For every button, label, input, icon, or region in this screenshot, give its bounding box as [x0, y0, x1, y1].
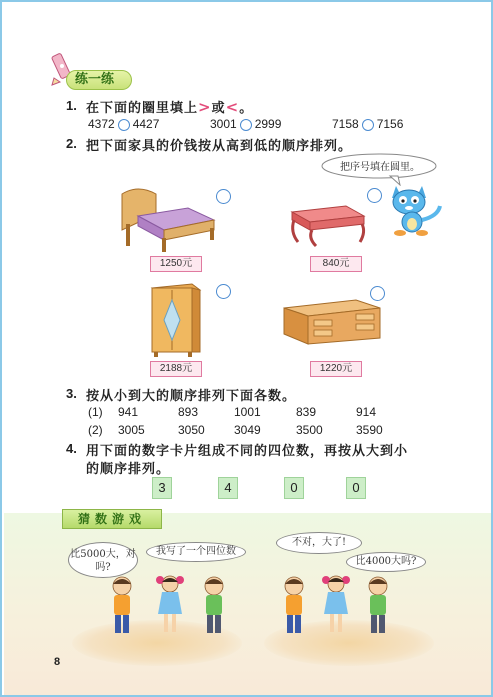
- price-tag-bed: 1250元: [150, 256, 202, 272]
- price-tag-desk: 1220元: [310, 361, 362, 377]
- answer-circle-wardrobe[interactable]: [216, 284, 231, 299]
- page-number: 8: [54, 656, 61, 668]
- desk-illustration: [280, 296, 384, 346]
- hint-bubble-text: 把序号填在圆里。: [340, 162, 420, 173]
- row-value: 914: [356, 405, 377, 419]
- less-than-sign: <: [225, 98, 240, 116]
- answer-circle-bed[interactable]: [216, 189, 231, 204]
- speech-bubble-2-text: 我写了一个四位数: [156, 546, 236, 557]
- question-number-3: 3.: [66, 386, 77, 401]
- question-4-text-line2: 的顺序排列。: [86, 462, 171, 477]
- comparison-left: 3001: [210, 117, 237, 131]
- digit-card: 0: [346, 477, 366, 499]
- section-title: 练一练: [66, 70, 132, 90]
- row-value: 3500: [296, 423, 323, 437]
- game-section-background: [4, 513, 493, 697]
- answer-circle[interactable]: [240, 119, 252, 131]
- question-1-text: [86, 97, 253, 116]
- question-number-4: 4.: [66, 441, 77, 456]
- comparison-right: 2999: [254, 117, 282, 131]
- comparison-left: 4372: [88, 117, 115, 131]
- row-value: 3005: [118, 423, 145, 437]
- greater-than-sign: >: [198, 98, 212, 116]
- game-section-title: 猜数游戏: [62, 509, 162, 529]
- q1-end: 。: [239, 101, 254, 116]
- digit-card: 3: [152, 477, 172, 499]
- row-value: 1001: [234, 405, 261, 419]
- answer-circle[interactable]: [118, 119, 130, 131]
- question-number-1: 1.: [66, 98, 77, 113]
- q1-prefix: 在下面的圈里填上: [86, 101, 199, 116]
- row-value: 3050: [178, 423, 205, 437]
- q1-or: 或: [211, 101, 226, 116]
- row-value: 941: [118, 405, 139, 419]
- children-group-right: [274, 572, 404, 652]
- children-group-left: [102, 572, 232, 652]
- answer-circle-table[interactable]: [367, 188, 382, 203]
- answer-circle-desk[interactable]: [370, 286, 385, 301]
- comparison-left: 7158: [332, 117, 359, 131]
- row-value: 839: [296, 405, 317, 419]
- number-row-1: [88, 405, 388, 421]
- answer-circle[interactable]: [362, 119, 374, 131]
- question-number-2: 2.: [66, 136, 77, 151]
- comparison-1: [88, 117, 159, 131]
- price-tag-wardrobe: 2188元: [150, 361, 202, 377]
- comparison-3: [332, 117, 403, 131]
- number-row-2: [88, 423, 408, 439]
- digit-card: 4: [218, 477, 238, 499]
- speech-bubble-1-text: 比5000大，对吗?: [70, 549, 136, 573]
- speech-bubble-4-text: 比4000大吗?: [355, 556, 417, 567]
- blue-cat-character: [382, 180, 446, 238]
- wardrobe-illustration: [148, 282, 204, 358]
- comparison-right: 7156: [376, 117, 404, 131]
- comparison-2: [210, 117, 281, 131]
- row-label: (1): [88, 405, 103, 419]
- table-illustration: [284, 202, 368, 248]
- speech-bubble-2: [146, 542, 246, 562]
- question-3-text: 按从小到大的顺序排列下面各数。: [86, 389, 297, 404]
- question-2-text: 把下面家具的价钱按从高到低的顺序排列。: [86, 139, 353, 154]
- bed-illustration: [118, 184, 218, 254]
- row-value: 3590: [356, 423, 383, 437]
- row-label: (2): [88, 423, 103, 437]
- digit-card: 0: [284, 477, 304, 499]
- price-tag-table: 840元: [310, 256, 362, 272]
- row-value: 3049: [234, 423, 261, 437]
- comparison-right: 4427: [132, 117, 160, 131]
- question-4-text-line1: 用下面的数字卡片组成不同的四位数，再按从大到小: [86, 444, 409, 459]
- speech-bubble-3: [276, 532, 362, 554]
- row-value: 893: [178, 405, 199, 419]
- speech-bubble-3-text: 不对，大了!: [291, 537, 347, 548]
- speech-bubble-4: [346, 552, 426, 572]
